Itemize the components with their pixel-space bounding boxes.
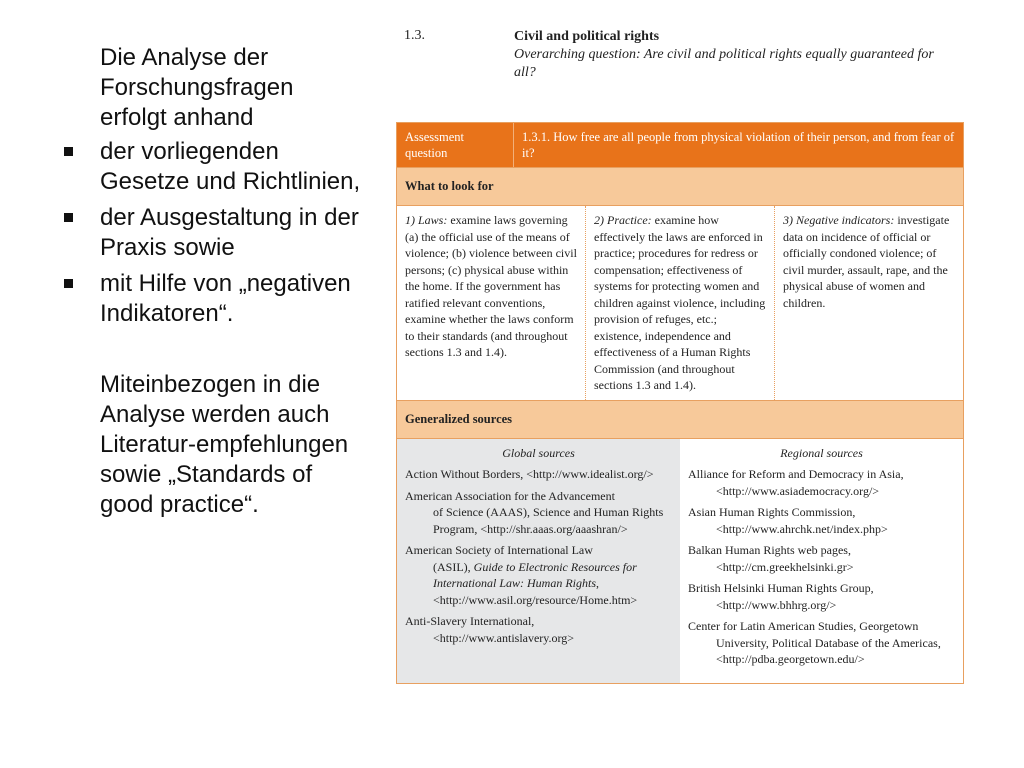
- laws-cell: 1) Laws: examine laws governing (a) the official use of the means of violence; (b) violence between civil persons; (c) physical abuse within the home. If the government has ratified relevant conventions, examine whether the laws conform to their standards (and throughout sections 1.3 and 1.4).: [397, 206, 586, 400]
- list-item: American Association for the Advancement of Science (AAAS), Science and Human Rights Program, <http://shr.aaas.org/aaashran/>: [405, 488, 664, 536]
- assessment-question: 1.3.1. How free are all people from physical violation of their person, and from fear of it?: [522, 130, 955, 160]
- practice-cell: 2) Practice: examine how effectively the laws are enforced in practice; procedures for redress or compensation; effectiveness of systems for protecting women and children against violence, including provision of refuges, etc.; existence, independence and effectiveness of a Human Rights Commission (and throughout sections 1.3 and 1.4).: [586, 206, 775, 400]
- intro-text: Die Analyse der Forschungsfragen erfolgt anhand: [100, 44, 294, 131]
- document-excerpt: [396, 26, 964, 709]
- section-title: Civil and political rights: [514, 29, 660, 44]
- list-item: Action Without Borders, <http://www.idealist.org/>: [405, 467, 654, 481]
- global-sources-title: Global sources: [502, 445, 575, 460]
- global-sources-cell: [397, 439, 680, 683]
- list-item: Asian Human Rights Commission, <http://www.ahrchk.net/index.php>: [688, 505, 888, 536]
- section-header: [514, 28, 954, 82]
- assessment-label: Assessment question: [397, 123, 514, 167]
- list-item: der Ausgestaltung in der Praxis sowie: [62, 203, 362, 263]
- regional-sources-title: Regional sources: [780, 445, 863, 460]
- list-item: American Society of International Law (ASIL), Guide to Electronic Resources for International Law: Human Rights, <http://www.asil.org/resource/Home.htm>: [405, 543, 638, 607]
- regional-sources-cell: [680, 439, 963, 683]
- list-item: Anti-Slavery International, <http://www.antislavery.org>: [405, 614, 575, 645]
- slide-text: [62, 43, 362, 520]
- sources-row: [397, 438, 963, 683]
- assessment-row: [397, 123, 963, 167]
- list-item: Alliance for Reform and Democracy in Asia, <http://www.asiademocracy.org/>: [688, 467, 904, 498]
- overarching-question: Overarching question: Are civil and political rights equally guaranteed for all?: [514, 47, 934, 80]
- bullet-icon: [64, 279, 73, 288]
- outro-text: Miteinbezogen in die Analyse werden auch Literatur-empfehlungen sowie „Standards of good practice“.: [100, 371, 349, 518]
- bullet-list: [62, 137, 362, 329]
- list-item: mit Hilfe von „negativen Indikatoren“.: [62, 269, 362, 329]
- list-item: der vorliegenden Gesetze und Richtlinien,: [62, 137, 362, 197]
- bullet-icon: [64, 147, 73, 156]
- list-item: Balkan Human Rights web pages, <http://cm.greekhelsinki.gr>: [688, 543, 854, 574]
- list-item: Center for Latin American Studies, Georgetown University, Political Database of the Americas, <http://pdba.georgetown.edu/>: [688, 619, 941, 666]
- generalized-sources-heading: Generalized sources: [397, 400, 963, 438]
- list-item: British Helsinki Human Rights Group, <http://www.bhhrg.org/>: [688, 581, 874, 612]
- section-number: 1.3.: [404, 28, 425, 43]
- negative-indicators-cell: 3) Negative indicators: investigate data on incidence of official or officially condoned violence; of civil murder, assault, rape, and the physical abuse of women and children.: [783, 213, 950, 310]
- assessment-table: [396, 122, 964, 684]
- what-to-look-for-heading: What to look for: [397, 167, 963, 205]
- criteria-row: [397, 205, 963, 400]
- bullet-icon: [64, 213, 73, 222]
